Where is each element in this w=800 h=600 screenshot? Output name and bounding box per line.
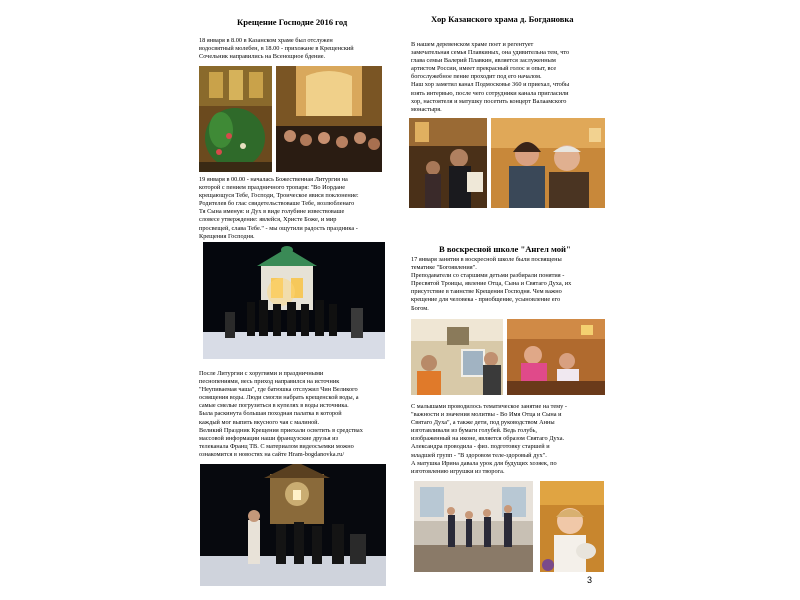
right-article-title: Хор Казанского храма д. Богдановка: [431, 14, 574, 24]
left-paragraph-1: 18 января в 8.00 в Казанском храме был отслужен водосвятный молебен, в 18.00 - прихожане в Крещенский Сочельник направились на Всенощное бдение.: [199, 37, 354, 61]
left-article-title: Крещение Господне 2016 год: [237, 17, 348, 27]
photo-church-interior-flowers: [199, 66, 272, 172]
photo-night-procession: [203, 242, 385, 359]
photo-children-crafts: [507, 319, 605, 395]
left-paragraph-2: 19 января в 00.00 - началась Божественная Литургия на которой с пением праздничного тропаря: "Во Иордане крещающуся Тебе, Господи, Троическое явися поклонение: Родителев бо глас свидетельствоваше Тебе, возлюбленаго Тя Сына именуя: и Дух в виде голубине извествоваше словесе утверждение: явлейся, Христе Боже, и мир просвещей, слава Тебе." - мы ощутили радость праздника - Крещения Господня.: [199, 176, 359, 240]
photo-girl-with-toy: [540, 481, 604, 572]
photo-church-service-crowd: [276, 66, 382, 172]
right-paragraph-3: С малышами проводилось тематическое занятие на тему - "важности и значения молитвы - Во Имя Отца и Сына и Святаго Духа", а также дети, под руководством Анны изготавливали из бумаги голубей. Ведь голубь, изображенный на иконе, является образом Святаго Духа. Александра проводила - физ. подготовку старшей и младшей групп - "В здоровом теле-здоровый дух". А матушка Ирина давала урок для будущих хозяек, по изготовлению игрушки из творога.: [411, 403, 567, 475]
left-paragraph-3: После Литургии с хоругвями и праздничными песнопениями, весь приход направился на источник "Неупиваемая чаша", где батюшка отслужил Чин Великого освящения воды. Люди смогли набрать крещенской воды, а самые смелые погрузиться в купелях в воды источника. Была раскинута большая походная палатка в которой каждый мог выпить вкусного чая с малиной. Великий Праздник Крещения приехали осветить в средствах массовой информации наши французские друзья из телеканала Франц ТВ. С материалом видеосъемки можно ознакомится в новостях на сайте Hram-bogdanovka.ru/: [199, 370, 363, 458]
page-number: 3: [587, 575, 593, 585]
right-section-title-sunday-school: В воскресной школе "Ангел мой": [439, 244, 571, 254]
photo-spring-blessing: [200, 464, 386, 586]
photo-choir-family: [491, 118, 605, 208]
photo-sunday-school-class: [411, 319, 503, 395]
right-paragraph-1: В нашем деревенском храме поет и регентует замечательная семья Плавкиных, она удивительна тем, что глава семьи Валерий Плавкин, является заслуженным артистом России, имеет прекрасный голос и опыт, все богослужебное пение проходит под его началом. Наш хор заметил канал Подмосковье 360 и приехал, чтобы взять интервью, после чего сотрудники канала пригласили хор, настоятеля и матушку посетить концерт Валаамского монастыря.: [411, 41, 570, 113]
photo-choir-singing: [409, 118, 487, 208]
photo-gym-exercise: [414, 481, 533, 572]
right-paragraph-2: 17 января занятия в воскресной школе были посвящены тематике "Богоявления". Преподаватели со старшими детьми разбирали понятия - Пресвятой Троицы, явление Отца, Сына и Святаго Духа, их присутствие в таинстве Крещения Господня. Чем важно крещение для человека - приобщение, усыновление его Богом.: [411, 256, 572, 312]
